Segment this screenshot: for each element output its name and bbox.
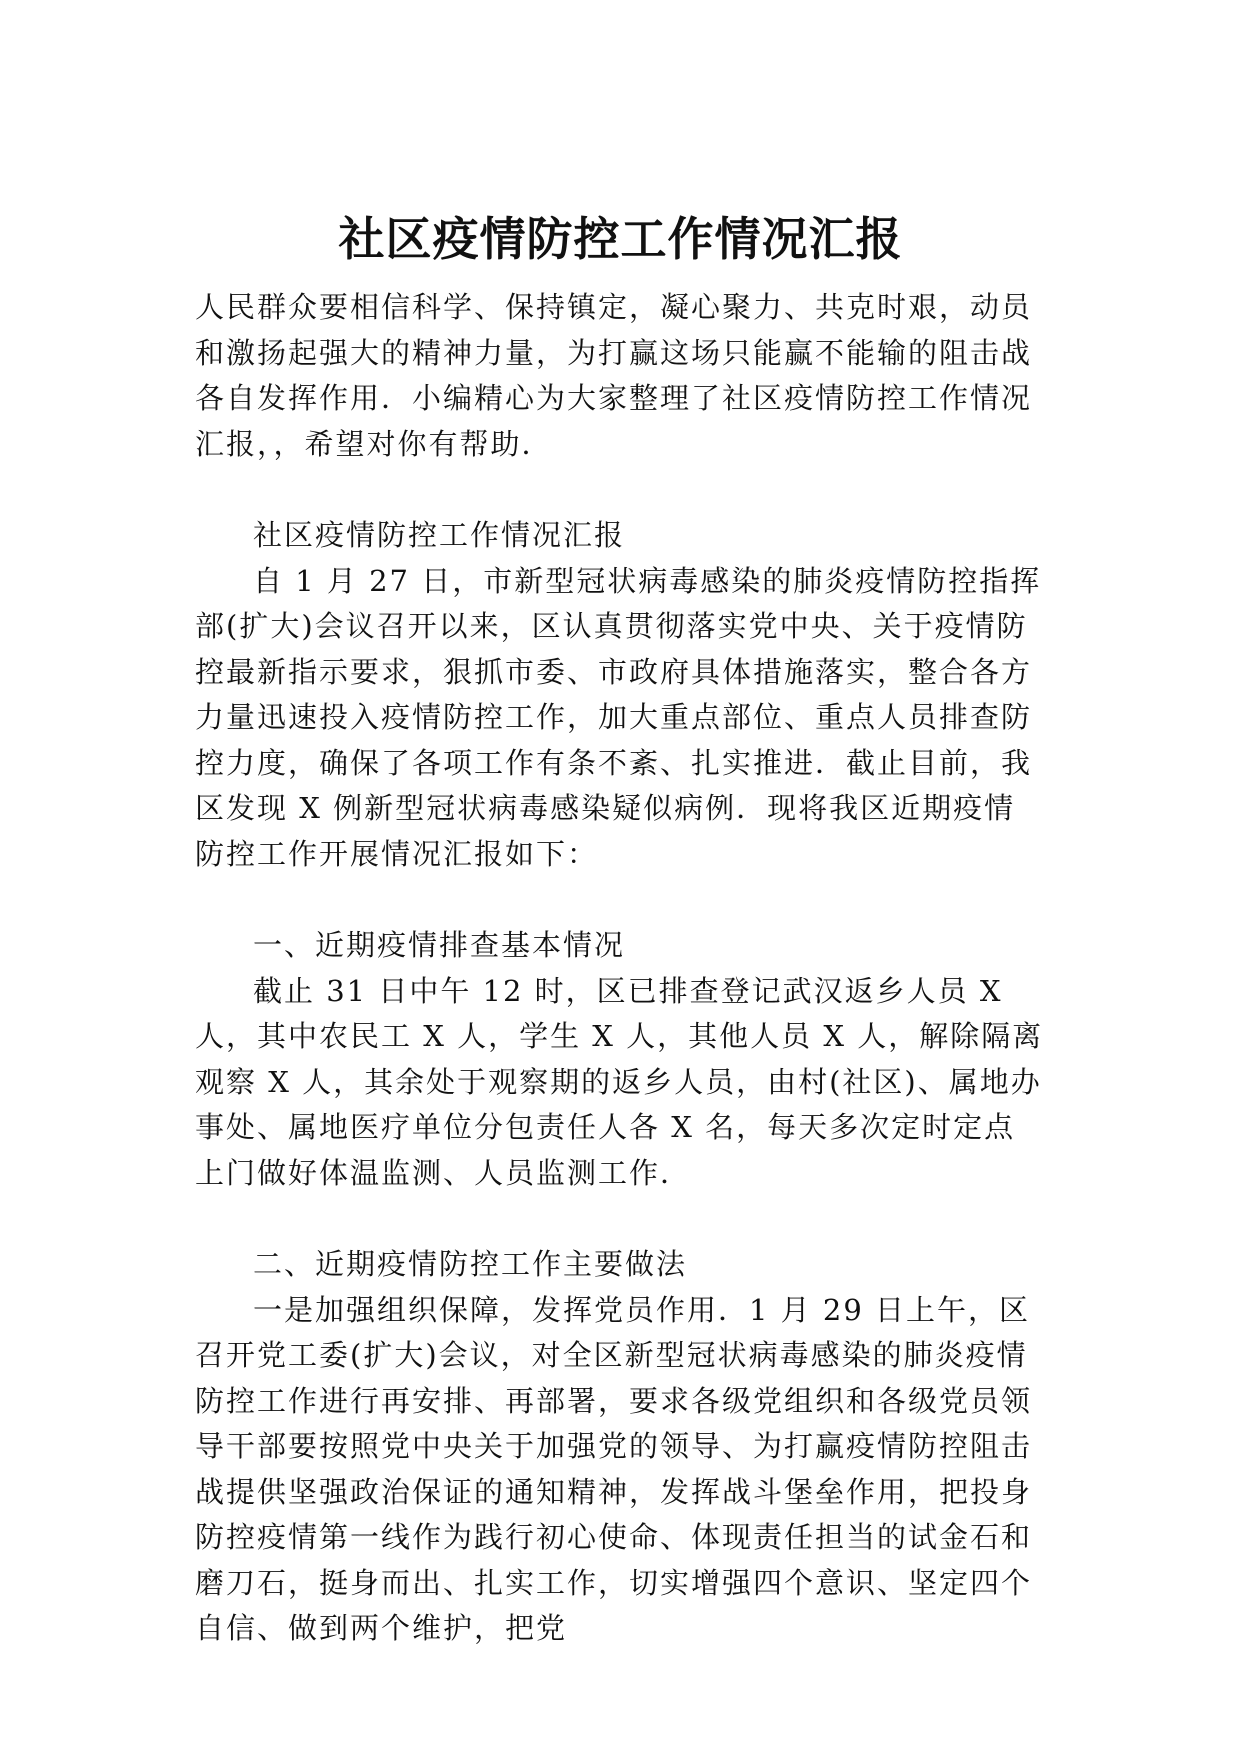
intro-paragraph: 人民群众要相信科学、保持镇定，凝心聚力、共克时艰，动员和激扬起强大的精神力量，为打赢这场只能赢不能输的阻击战各自发挥作用．小编精心为大家整理了社区疫情防控工作情况汇报，，希望对你有帮助． [195, 290, 1033, 461]
report-subtitle: 社区疫情防控工作情况汇报 [253, 518, 626, 552]
section-2-paragraph: 一是加强组织保障，发挥党员作用．1 月 29 日上午，区召开党工委(扩大)会议，对全区新型冠状病毒感染的肺炎疫情防控工作进行再安排、再部署，要求各级党组织和各级党员领导干部要按照党中央关于加强党的领导、为打赢疫情防控阻击战提供坚强政治保证的通知精神，发挥战斗堡垒作用，把投身防控疫情第一线作为践行初心使命、体现责任担当的试金石和磨刀石，挺身而出、扎实工作，切实增强四个意识、坚定四个自信、做到两个维护，把党 [195, 1292, 1033, 1645]
document-body [195, 285, 1045, 1652]
opening-paragraph: 自 1 月 27 日，市新型冠状病毒感染的肺炎疫情防控指挥部(扩大)会议召开以来，区认真贯彻落实党中央、关于疫情防控最新指示要求，狠抓市委、市政府具体措施落实，整合各方力量迅速投入疫情防控工作，加大重点部位、重点人员排查防控力度，确保了各项工作有条不紊、扎实推进．截止目前，我区发现 X 例新型冠状病毒感染疑似病例．现将我区近期疫情防控工作开展情况汇报如下： [195, 563, 1042, 871]
paragraph-gap [195, 467, 1045, 513]
document-title: 社区疫情防控工作情况汇报 [338, 211, 903, 266]
section-2-heading: 二、近期疫情防控工作主要做法 [253, 1247, 688, 1281]
paragraph-gap [195, 877, 1045, 923]
paragraph-gap [195, 1196, 1045, 1242]
section-1-heading: 一、近期疫情排查基本情况 [253, 928, 626, 962]
section-1-paragraph: 截止 31 日中午 12 时，区已排查登记武汉返乡人员 X 人，其中农民工 X 人，学生 X 人，其他人员 X 人，解除隔离观察 X 人，其余处于观察期的返乡人员，由村(社区)、属地办事处、属地医疗单位分包责任人各 X 名，每天多次定时定点上门做好体温监测、人员监测工作． [195, 973, 1044, 1190]
